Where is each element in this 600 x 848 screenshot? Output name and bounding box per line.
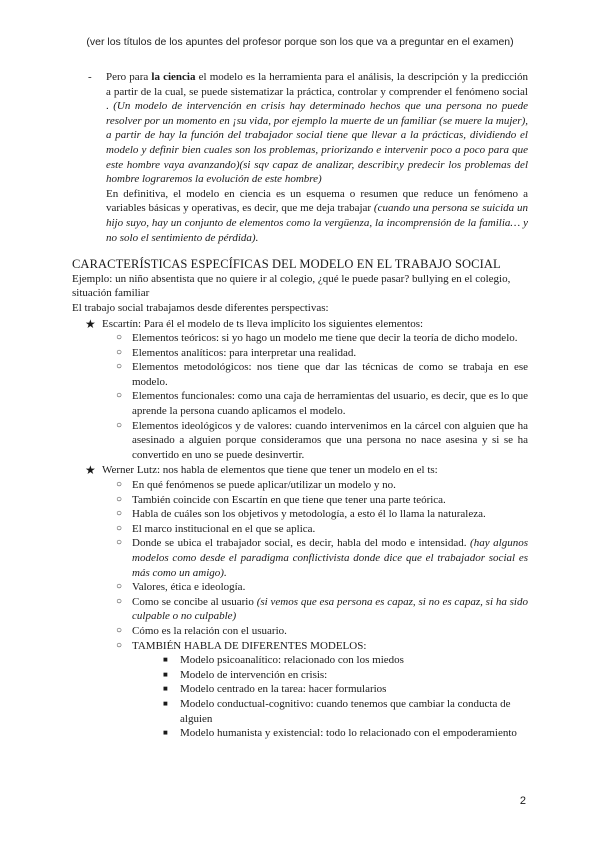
- list-item: [72, 653, 528, 668]
- dash-bullet: -: [88, 71, 92, 83]
- list-item-text: Elementos analíticos: para interpretar una realidad.: [132, 346, 357, 359]
- list-item: [72, 639, 528, 654]
- circle-bullet-icon: ○: [116, 361, 123, 373]
- list-item: [72, 331, 528, 346]
- list-item-italic: (hay algunos modelos como desde el paradigma conflictivista donde dice que el trabajador social es más como un amigo).: [132, 537, 528, 579]
- list-item: [72, 507, 528, 522]
- list-item-text: Cómo es la relación con el usuario.: [132, 624, 287, 637]
- escartin-text: Escartín: Para él el modelo de ts lleva implícito los siguientes elementos:: [102, 317, 424, 330]
- lutz-text: Werner Lutz: nos habla de elementos que tiene que tener un modelo en el ts:: [102, 464, 438, 477]
- circle-bullet-icon: ○: [116, 346, 123, 358]
- list-item: [72, 346, 528, 361]
- perspectives-paragraph: El trabajo social trabajamos desde diferentes perspectivas:: [72, 301, 329, 314]
- list-item: [72, 580, 528, 595]
- list-item: [72, 536, 528, 580]
- lutz-elements-list: [72, 478, 528, 653]
- list-item: [72, 697, 528, 726]
- intro-bold-term: la ciencia: [151, 71, 196, 83]
- intro-paragraph-1: [106, 70, 528, 187]
- intro-paragraph-2: [106, 187, 528, 245]
- square-bullet-icon: ■: [163, 698, 168, 708]
- list-item: [72, 389, 528, 418]
- circle-bullet-icon: ○: [116, 493, 123, 505]
- square-bullet-icon: ■: [163, 669, 168, 679]
- circle-bullet-icon: ○: [116, 639, 123, 651]
- model-text: Modelo psicoanalítico: relacionado con los miedos: [180, 654, 404, 667]
- intro-bullet-block: [72, 70, 528, 245]
- list-item: [72, 360, 528, 389]
- intro-italic-example: (Un modelo de intervención en crisis hay determinado hechos que una persona no puede resolver por un momento en ¡su vida, por ejemplo la muerte de un familiar (se muere la mujer), a partir de hay la función del trabajador social tiene que llevar a la prácticas, dividiendo el modelo y definir bien cuales son los problemas, priorizando e intervenir poco a poco para que este hombre vaya avanzando)(si sqv capaz de analizar, describir,y predecir los problemas del hombre lograremos la evolución de este hombre): [106, 100, 528, 186]
- section-heading: CARACTERÍSTICAS ESPECÍFICAS DEL MODELO EN EL TRABAJO SOCIAL: [72, 257, 501, 272]
- intro-summary-text: En definitiva, el modelo en ciencia es un esquema o resumen que reduce un fenómeno a variables básicas y operativas, es decir, que me deja trabajar: [106, 187, 528, 215]
- list-item: [72, 522, 528, 537]
- list-item-text: Donde se ubica el trabajador social, es decir, habla del modo e intensidad.: [132, 537, 471, 550]
- example-paragraph: Ejemplo: un niño absentista que no quiere ir al colegio, ¿qué le puede pasar? bullying en el colegio, situación familiar: [72, 272, 511, 300]
- list-item-text: Elementos funcionales: como una caja de herramientas del usuario, es decir, que es lo que aprende la persona cuando aplicamos el modelo.: [132, 390, 528, 418]
- square-bullet-icon: ■: [163, 655, 168, 665]
- star-icon: ★: [85, 316, 96, 331]
- list-item-italic: (si vemos que esa persona es capaz, si no es capaz, si ha sido culpable o no culpable): [132, 595, 528, 623]
- list-item-text: El marco institucional en el que se aplica.: [132, 522, 316, 535]
- list-item-text: Habla de cuáles son los objetivos y metodología, a esto él lo llama la naturaleza.: [132, 508, 486, 521]
- models-list: [72, 653, 528, 741]
- circle-bullet-icon: ○: [116, 419, 123, 431]
- circle-bullet-icon: ○: [116, 537, 123, 549]
- circle-bullet-icon: ○: [116, 508, 123, 520]
- list-item-text: TAMBIÉN HABLA DE DIFERENTES MODELOS:: [132, 639, 367, 652]
- list-item: [72, 419, 528, 463]
- square-bullet-icon: ■: [163, 728, 168, 738]
- circle-bullet-icon: ○: [116, 332, 123, 344]
- escartin-item: [72, 317, 528, 332]
- intro-text-cont: el modelo es la herramienta para el análisis, la descripción y la predicción a partir de la cual, se puede sistematizar la práctica, controlar y comprender el fenómeno social .: [106, 71, 529, 113]
- list-item: [72, 493, 528, 508]
- lutz-item: [72, 463, 528, 478]
- model-text: Modelo conductual-cognitivo: cuando tenemos que cambiar la conducta de alguien: [180, 697, 511, 725]
- intro-summary-italic: (cuando una persona se suicida un hijo suyo, hay un conjunto de elementos como la vergüenza, la incomprensión de la familia… y no solo el sentimiento de pérdida).: [106, 202, 529, 244]
- model-text: Modelo humanista y existencial: todo lo relacionado con el empoderamiento: [180, 727, 517, 740]
- list-item: [72, 668, 528, 683]
- circle-bullet-icon: ○: [116, 390, 123, 402]
- list-item-text: Elementos ideológicos y de valores: cuando intervenimos en la cárcel con alguien que ha asesinado a alguien porque consideramos que una persona no nace asesina y si se ha convertido en uno se puede desinvertir.: [132, 419, 528, 461]
- list-item: [72, 595, 528, 624]
- list-item-text: También coincide con Escartín en que tiene que tener una parte teórica.: [132, 493, 446, 506]
- circle-bullet-icon: ○: [116, 624, 123, 636]
- list-item: [72, 478, 528, 493]
- intro-text: Pero para: [106, 71, 152, 83]
- square-bullet-icon: ■: [163, 684, 168, 694]
- page-header-note: (ver los títulos de los apuntes del profesor porque son los que va a preguntar en el examen): [86, 36, 514, 48]
- list-item: [72, 624, 528, 639]
- list-item-text: Valores, ética e ideología.: [132, 581, 246, 594]
- list-item: [72, 682, 528, 697]
- document-body: [72, 70, 528, 741]
- circle-bullet-icon: ○: [116, 581, 123, 593]
- circle-bullet-icon: ○: [116, 522, 123, 534]
- list-item-text: En qué fenómenos se puede aplicar/utilizar un modelo y no.: [132, 479, 396, 492]
- list-item-text: Como se concibe al usuario: [132, 595, 257, 608]
- circle-bullet-icon: ○: [116, 479, 123, 491]
- page-number: 2: [519, 795, 526, 807]
- escartin-elements-list: [72, 331, 528, 462]
- model-text: Modelo centrado en la tarea: hacer formularios: [180, 683, 387, 696]
- circle-bullet-icon: ○: [116, 595, 123, 607]
- list-item-text: Elementos metodológicos: nos tiene que dar las técnicas de como se trabaja en ese modelo.: [132, 361, 528, 388]
- star-icon: ★: [85, 463, 96, 478]
- list-item-text: Elementos teóricos: si yo hago un modelo me tiene que decir la teoría de dicho modelo.: [132, 332, 518, 345]
- list-item: [72, 726, 528, 741]
- model-text: Modelo de intervención en crisis:: [180, 668, 328, 681]
